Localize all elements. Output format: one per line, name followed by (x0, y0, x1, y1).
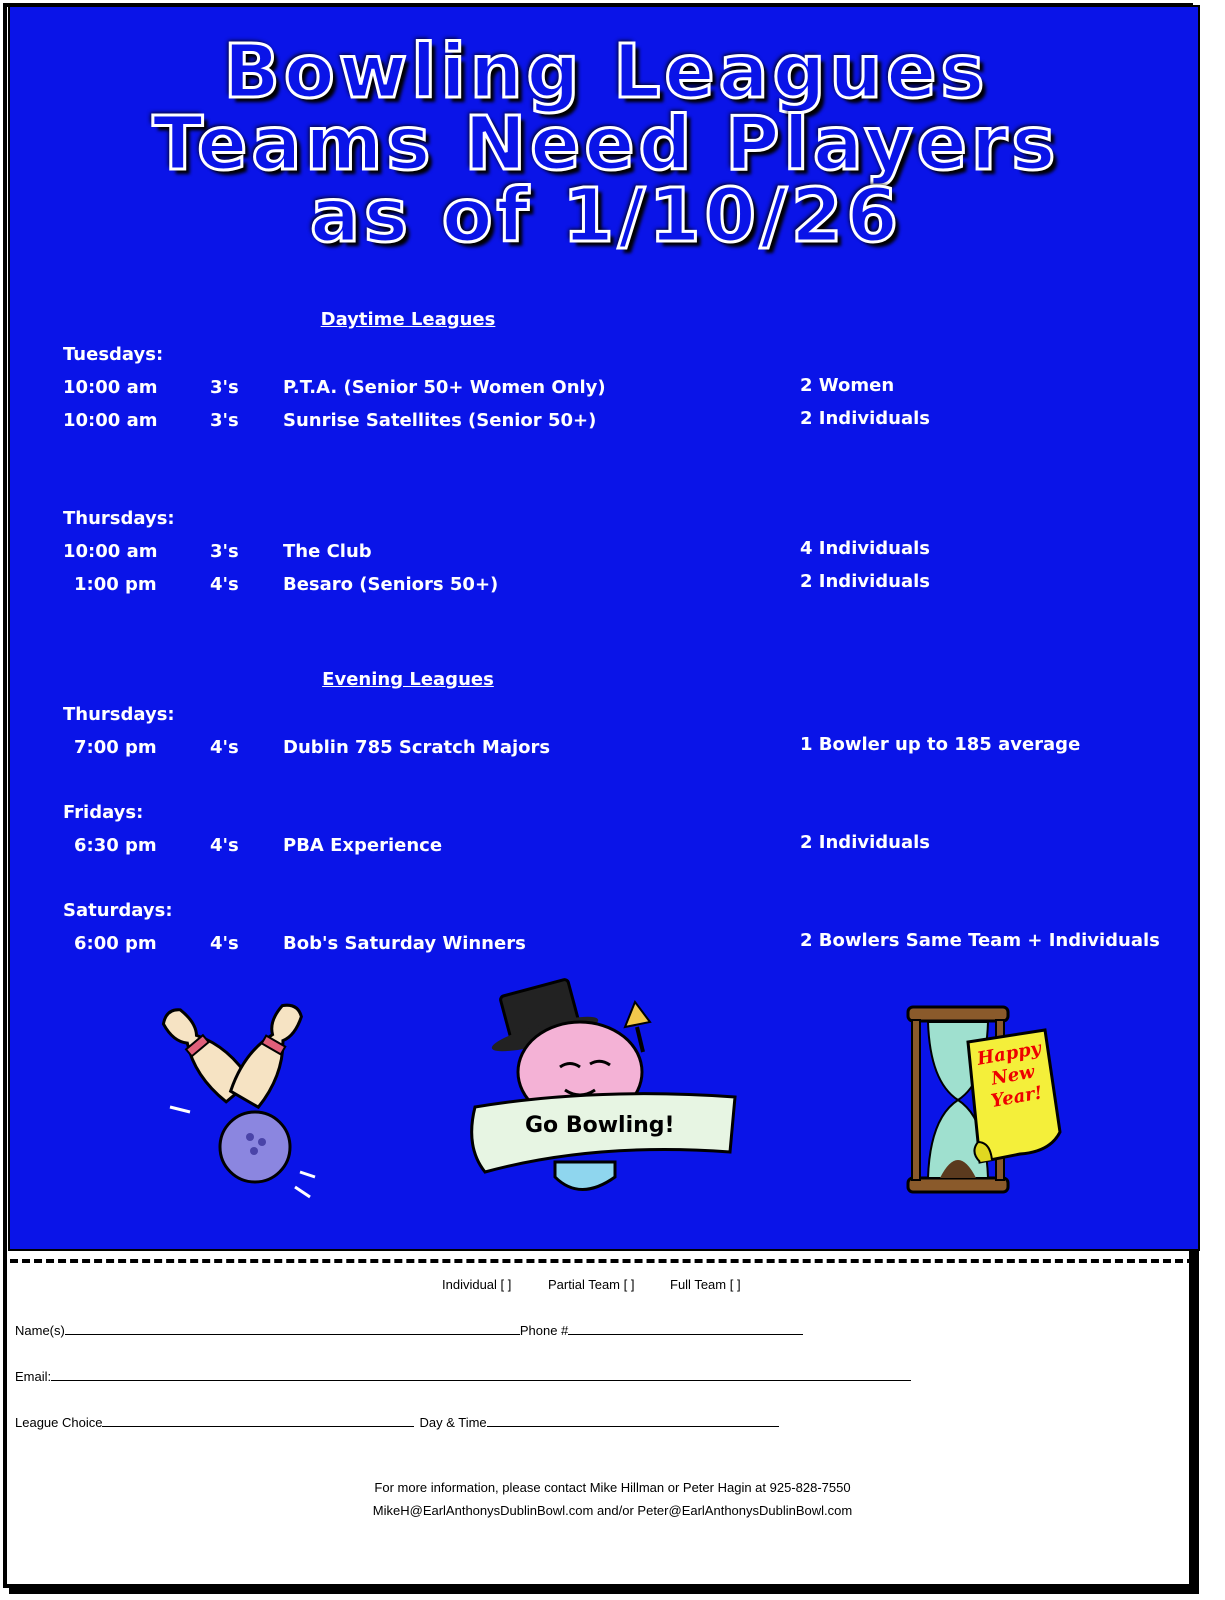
league-need: 1 Bowler up to 185 average (800, 734, 1081, 755)
evening-leagues-heading: Evening Leagues (322, 669, 494, 690)
league-field-row (15, 1414, 779, 1430)
league-name: P.T.A. (Senior 50+ Women Only) (283, 377, 606, 398)
league-name: Besaro (Seniors 50+) (283, 574, 499, 595)
bowling-pins-icon (150, 997, 320, 1207)
league-time: 10:00 am (63, 377, 158, 398)
league-name: PBA Experience (283, 835, 443, 856)
title-line-3: as of 1/10/26 (309, 173, 903, 259)
contact-info: For more information, please contact Mike Hillman or Peter Hagin at 925-828-7550 (374, 1480, 851, 1495)
day-label-tuesdays: Tuesdays: (63, 344, 164, 365)
league-time: 1:00 pm (74, 574, 157, 595)
league-need: 2 Bowlers Same Team + Individuals (800, 930, 1160, 951)
daytime-leagues-heading: Daytime Leagues (320, 309, 496, 330)
contact-emails: MikeH@EarlAnthonysDublinBowl.com and/or Peter@EarlAnthonysDublinBowl.com (372, 1503, 853, 1518)
league-need: 2 Individuals (800, 408, 930, 429)
league-team-size: 4's (210, 835, 239, 856)
title-line-2: Teams Need Players (152, 101, 1060, 187)
day-label-thursdays: Thursdays: (63, 508, 175, 529)
name-label: Name(s) (15, 1323, 65, 1338)
name-field[interactable] (65, 1322, 520, 1335)
day-label-fridays: Fridays: (63, 802, 144, 823)
name-field-row (15, 1322, 803, 1338)
league-time: 10:00 am (63, 541, 158, 562)
email-field-row (15, 1368, 911, 1384)
league-need: 2 Individuals (800, 571, 930, 592)
baby-new-year-icon (465, 972, 745, 1212)
league-team-size: 4's (210, 933, 239, 954)
day-label-saturdays: Saturdays: (63, 900, 173, 921)
phone-field[interactable] (568, 1322, 803, 1335)
league-name: Bob's Saturday Winners (283, 933, 526, 954)
email-field[interactable] (51, 1368, 911, 1381)
phone-label: Phone # (519, 1323, 569, 1338)
league-need: 2 Women (800, 375, 895, 396)
option-full-team[interactable]: Full Team [ ] (670, 1277, 741, 1292)
league-need: 4 Individuals (800, 538, 930, 559)
title-line-1: Bowling Leagues (223, 29, 989, 115)
option-partial-team[interactable]: Partial Team [ ] (548, 1277, 635, 1292)
league-time: 6:00 pm (74, 933, 157, 954)
go-bowling-banner: Go Bowling! (525, 1113, 675, 1138)
league-time: 7:00 pm (74, 737, 157, 758)
league-team-size: 3's (210, 377, 239, 398)
league-team-size: 4's (210, 737, 239, 758)
league-time: 10:00 am (63, 410, 158, 431)
league-team-size: 4's (210, 574, 239, 595)
day-time-field[interactable] (487, 1414, 779, 1427)
league-name: Sunrise Satellites (Senior 50+) (283, 410, 597, 431)
happy-new-year-sign: Happy New Year! (975, 1037, 1045, 1113)
league-need: 2 Individuals (800, 832, 930, 853)
league-time: 6:30 pm (74, 835, 157, 856)
day-label-thursdays: Thursdays: (63, 704, 175, 725)
day-time-label: Day & Time (419, 1415, 487, 1430)
cut-line (10, 1259, 1195, 1263)
league-choice-label: League Choice (15, 1415, 103, 1430)
email-label: Email: (15, 1369, 52, 1384)
league-name: Dublin 785 Scratch Majors (283, 737, 551, 758)
option-individual[interactable]: Individual [ ] (442, 1277, 512, 1292)
league-team-size: 3's (210, 410, 239, 431)
league-choice-field[interactable] (102, 1414, 414, 1427)
flyer-blue-panel (8, 5, 1200, 1251)
league-team-size: 3's (210, 541, 239, 562)
league-name: The Club (283, 541, 372, 562)
